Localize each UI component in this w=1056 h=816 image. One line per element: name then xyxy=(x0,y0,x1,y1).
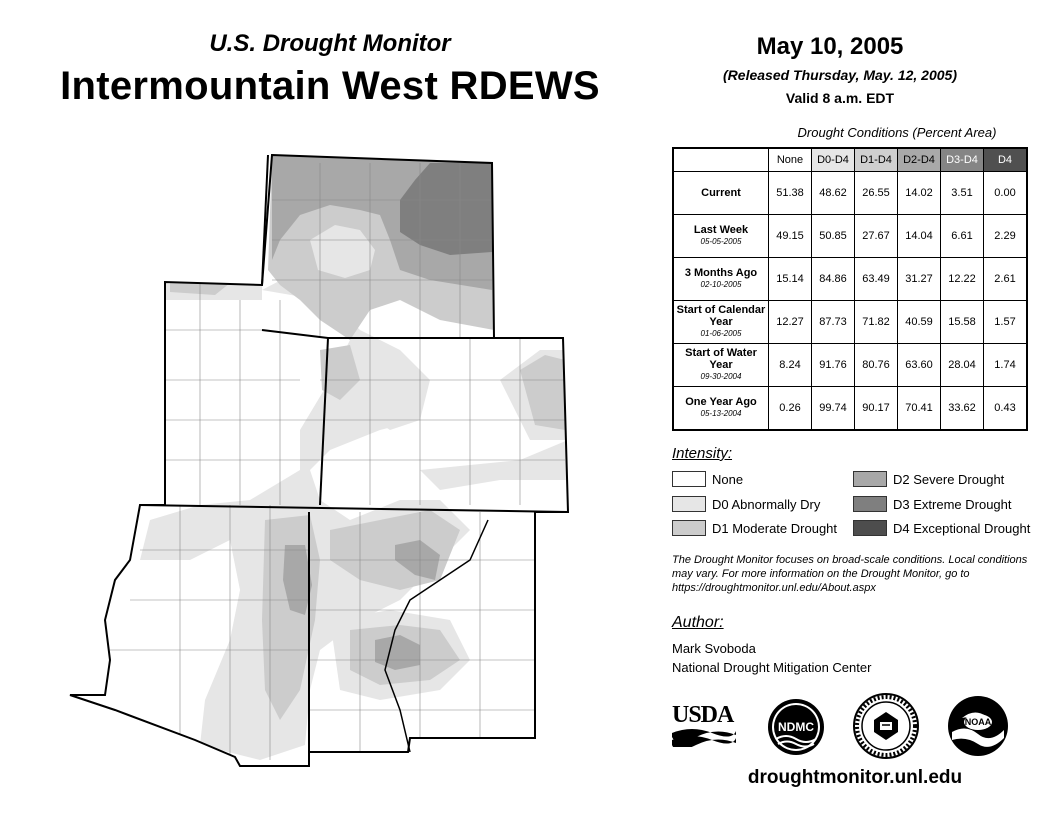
table-cell: 63.60 xyxy=(898,344,941,387)
table-cell: 2.61 xyxy=(984,258,1028,301)
legend-item xyxy=(853,519,1030,537)
row-label xyxy=(673,387,769,431)
table-cell: 91.76 xyxy=(812,344,855,387)
drought-conditions-table xyxy=(672,147,1028,431)
legend-label: D1 Moderate Drought xyxy=(712,520,838,536)
drought-map xyxy=(0,150,660,770)
row-label-text: Last Week xyxy=(693,224,749,236)
row-date: 09-30-2004 xyxy=(700,372,742,381)
noaa-logo xyxy=(946,694,1010,758)
row-date: 05-13-2004 xyxy=(700,409,742,418)
table-cell: 49.15 xyxy=(769,215,812,258)
disclaimer-note: The Drought Monitor focuses on broad-scale conditions. Local conditions may vary. For more information on the Drought Monitor, go to https://droughtmonitor.unl.edu/About.aspx xyxy=(672,554,1028,594)
col-header-d1-d4: D1-D4 xyxy=(855,148,898,172)
legend-swatch xyxy=(672,471,706,487)
table-cell: 1.74 xyxy=(984,344,1028,387)
table-cell: 6.61 xyxy=(941,215,984,258)
legend-swatch xyxy=(672,520,706,536)
table-cell: 15.14 xyxy=(769,258,812,301)
table-cell: 28.04 xyxy=(941,344,984,387)
usda-logo: USDA xyxy=(672,703,736,749)
table-cell: 26.55 xyxy=(855,172,898,215)
table-cell: 31.27 xyxy=(898,258,941,301)
table-row xyxy=(673,215,1027,258)
table-cell: 87.73 xyxy=(812,301,855,344)
table-caption: Drought Conditions (Percent Area) xyxy=(797,125,997,140)
author-heading: Author: xyxy=(672,614,724,631)
table-cell: 0.26 xyxy=(769,387,812,431)
doc-seal-icon xyxy=(852,692,920,760)
table-cell: 12.22 xyxy=(941,258,984,301)
row-label xyxy=(673,301,769,344)
row-label-text: One Year Ago xyxy=(685,396,757,408)
table-cell: 0.00 xyxy=(984,172,1028,215)
legend-label: None xyxy=(712,471,744,487)
valid-time: Valid 8 a.m. EDT xyxy=(785,90,895,106)
map-title: Intermountain West RDEWS xyxy=(60,64,600,108)
ndmc-logo xyxy=(765,697,827,757)
legend-label: D2 Severe Drought xyxy=(893,471,1005,487)
table-cell: 50.85 xyxy=(812,215,855,258)
table-cell: 70.41 xyxy=(898,387,941,431)
row-label xyxy=(673,215,769,258)
legend-item xyxy=(672,470,743,488)
table-cell: 1.57 xyxy=(984,301,1028,344)
author-organization: National Drought Mitigation Center xyxy=(672,660,872,675)
row-label-text: Start of Water Year xyxy=(685,347,757,371)
legend-label: D0 Abnormally Dry xyxy=(712,496,821,512)
legend-title: Intensity: xyxy=(672,445,733,462)
table-cell: 48.62 xyxy=(812,172,855,215)
table-cell: 51.38 xyxy=(769,172,812,215)
release-date: (Released Thursday, May. 12, 2005) xyxy=(723,67,957,83)
table-row xyxy=(673,258,1027,301)
map-date: May 10, 2005 xyxy=(756,33,904,60)
row-label-text: 3 Months Ago xyxy=(684,267,758,279)
table-header-row xyxy=(673,148,1027,172)
legend-item xyxy=(853,495,1012,513)
table-cell: 40.59 xyxy=(898,301,941,344)
table-cell: 27.67 xyxy=(855,215,898,258)
row-label-text: Start of Calendar Year xyxy=(676,304,766,328)
legend-label: D3 Extreme Drought xyxy=(893,496,1012,512)
table-cell: 12.27 xyxy=(769,301,812,344)
table-cell: 90.17 xyxy=(855,387,898,431)
svg-text:NDMC: NDMC xyxy=(778,720,814,734)
row-date: 02-10-2005 xyxy=(700,280,742,289)
row-label xyxy=(673,344,769,387)
table-cell: 33.62 xyxy=(941,387,984,431)
table-cell: 84.86 xyxy=(812,258,855,301)
table-cell: 15.58 xyxy=(941,301,984,344)
table-row xyxy=(673,344,1027,387)
col-header-d0-d4: D0-D4 xyxy=(812,148,855,172)
row-label xyxy=(673,258,769,301)
table-cell: 8.24 xyxy=(769,344,812,387)
legend-swatch xyxy=(672,496,706,512)
table-row xyxy=(673,387,1027,431)
col-header-d3-d4: D3-D4 xyxy=(941,148,984,172)
table-cell: 0.43 xyxy=(984,387,1028,431)
legend-swatch xyxy=(853,471,887,487)
legend-swatch xyxy=(853,520,887,536)
col-header-d4: D4 xyxy=(984,148,1028,172)
table-row xyxy=(673,301,1027,344)
legend-swatch xyxy=(853,496,887,512)
usda-wave-icon xyxy=(672,727,736,747)
col-header-d2-d4: D2-D4 xyxy=(898,148,941,172)
legend-item xyxy=(672,519,837,537)
svg-text:NOAA: NOAA xyxy=(964,717,992,727)
legend-item xyxy=(672,495,820,513)
table-cell: 2.29 xyxy=(984,215,1028,258)
table-cell: 14.04 xyxy=(898,215,941,258)
author-name: Mark Svoboda xyxy=(672,641,756,656)
table-cell: 80.76 xyxy=(855,344,898,387)
row-date: 01-06-2005 xyxy=(700,329,742,338)
table-cell: 14.02 xyxy=(898,172,941,215)
legend-label: D4 Exceptional Drought xyxy=(893,520,1031,536)
table-corner xyxy=(673,148,769,172)
table-row xyxy=(673,172,1027,215)
table-cell: 71.82 xyxy=(855,301,898,344)
table-cell: 99.74 xyxy=(812,387,855,431)
table-cell: 3.51 xyxy=(941,172,984,215)
map-subtitle: U.S. Drought Monitor xyxy=(209,30,451,57)
row-date: 05-05-2005 xyxy=(700,237,742,246)
row-label xyxy=(673,172,769,215)
row-label-text: Current xyxy=(701,187,741,199)
table-cell: 63.49 xyxy=(855,258,898,301)
website-url: droughtmonitor.unl.edu xyxy=(747,767,963,788)
col-header-none: None xyxy=(769,148,812,172)
legend-item xyxy=(853,470,1004,488)
